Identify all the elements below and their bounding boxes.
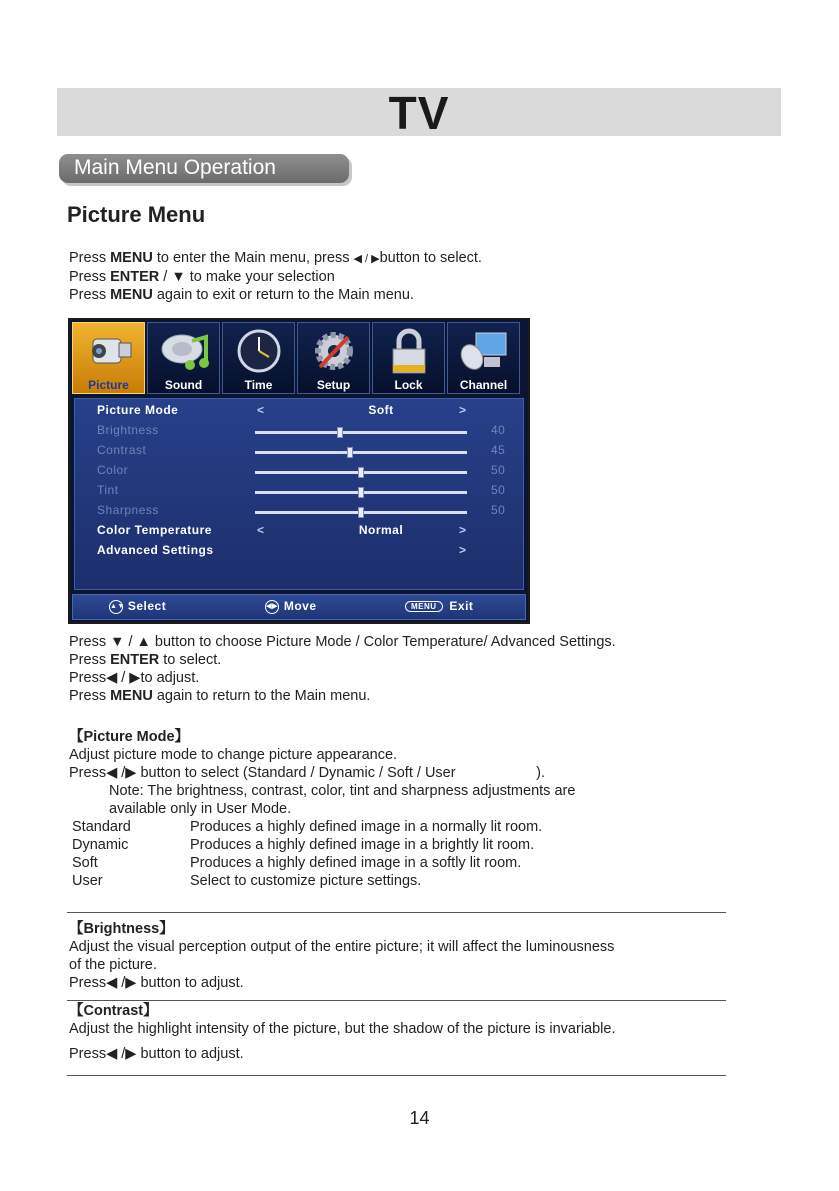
- mode-desc: Produces a highly defined image in a softly lit room.: [190, 855, 522, 871]
- mode-name: Standard: [72, 819, 131, 835]
- osd-tab-label: Lock: [394, 378, 423, 392]
- contrast-slider[interactable]: [255, 451, 467, 454]
- after-line-2: Press ENTER to select.: [69, 652, 222, 668]
- osd-tab-bar: [72, 322, 526, 396]
- chevron-right-icon[interactable]: >: [459, 403, 467, 417]
- tint-slider[interactable]: [255, 491, 467, 494]
- contrast-section: [69, 1002, 616, 1063]
- intro-line-2: Press ENTER / ▼ to make your selection: [69, 269, 335, 285]
- mode-name: Soft: [72, 855, 98, 871]
- osd-tab-label: Time: [244, 378, 273, 392]
- satellite-dish-icon: [458, 327, 510, 377]
- osd-tab-time[interactable]: [222, 322, 295, 394]
- sharpness-slider[interactable]: [255, 511, 467, 514]
- picture-mode-section: [69, 728, 575, 890]
- brightness-section: [69, 920, 614, 992]
- left-right-icon: ◀▶: [265, 600, 279, 614]
- clock-icon: [233, 327, 285, 377]
- chevron-right-icon[interactable]: >: [459, 523, 467, 537]
- brightness-title: 【Brightness】: [69, 921, 174, 937]
- chevron-right-icon[interactable]: >: [459, 543, 467, 557]
- slider-knob[interactable]: [358, 467, 364, 478]
- contrast-desc: Adjust the highlight intensity of the picture, but the shadow of the picture is invariable.: [69, 1021, 616, 1037]
- osd-tab-channel[interactable]: [447, 322, 520, 394]
- after-osd-text: [69, 633, 616, 705]
- osd-tab-label: Sound: [164, 378, 203, 392]
- brightness-press: Press◀ /▶ button to adjust.: [69, 975, 244, 991]
- mode-desc: Produces a highly defined image in a brightly lit room.: [190, 837, 535, 853]
- footer-move: ◀▶ Move: [266, 599, 317, 613]
- osd-tab-picture[interactable]: [72, 322, 145, 394]
- brightness-desc-1: Adjust the visual perception output of the entire picture; it will affect the luminousness: [69, 939, 615, 955]
- footer-select: ▲▼ Select: [110, 599, 167, 613]
- divider: [67, 1075, 726, 1076]
- section-tab-label: Main Menu Operation: [74, 156, 276, 179]
- after-line-1: Press ▼ / ▲ button to choose Picture Mode / Color Temperature/ Advanced Settings.: [69, 634, 616, 650]
- after-line-3: Press◀ / ▶to adjust.: [69, 670, 200, 686]
- up-down-icon: ▲▼: [109, 600, 123, 614]
- section-heading: Picture Menu: [67, 202, 206, 227]
- mode-desc: Select to customize picture settings.: [190, 873, 422, 889]
- osd-tab-sound[interactable]: [147, 322, 220, 394]
- footer-exit: MENU Exit: [405, 599, 473, 613]
- slider-knob[interactable]: [358, 487, 364, 498]
- padlock-icon: [383, 327, 435, 377]
- mode-name: User: [72, 873, 103, 889]
- contrast-title: 【Contrast】: [69, 1003, 158, 1019]
- osd-settings-panel: Picture Mode < Soft > Brightness 40 Contrast 45 Color 50 Tint 50 Sharpness 50 Color Temperature < Normal > Advanced Settings >: [74, 398, 524, 590]
- picture-mode-desc: Adjust picture mode to change picture appearance.: [69, 747, 398, 763]
- menu-key-icon: MENU: [405, 601, 443, 612]
- picture-mode-title: 【Picture Mode】: [69, 729, 190, 745]
- slider-knob[interactable]: [337, 427, 343, 438]
- divider: [67, 1000, 726, 1001]
- picture-mode-note-1: Note: The brightness, contrast, color, tint and sharpness adjustments are: [109, 783, 576, 799]
- chevron-left-icon[interactable]: <: [257, 523, 265, 537]
- speaker-music-icon: [158, 327, 210, 377]
- osd-tab-label: Channel: [459, 378, 508, 392]
- mode-name: Dynamic: [72, 837, 129, 853]
- osd-tab-setup[interactable]: [297, 322, 370, 394]
- intro-text: [69, 249, 482, 304]
- divider: [67, 912, 726, 913]
- gear-tools-icon: [308, 327, 360, 377]
- osd-tab-label: Setup: [316, 378, 351, 392]
- intro-line-1: Press MENU to enter the Main menu, press ◀ / ▶button to select.: [69, 250, 482, 266]
- mode-desc: Produces a highly defined image in a normally lit room.: [190, 819, 543, 835]
- osd-tab-lock[interactable]: [372, 322, 445, 394]
- camcorder-icon: [83, 327, 135, 377]
- chevron-left-icon[interactable]: <: [257, 403, 265, 417]
- osd-footer: [72, 594, 526, 620]
- page-number: 14: [409, 1108, 430, 1128]
- brightness-slider[interactable]: [255, 431, 467, 434]
- page-title: TV: [388, 87, 450, 139]
- osd-tab-label: Picture: [88, 378, 129, 392]
- slider-knob[interactable]: [358, 507, 364, 518]
- brightness-desc-2: of the picture.: [69, 957, 157, 973]
- title-banner: [57, 87, 781, 139]
- intro-line-3: Press MENU again to exit or return to the Main menu.: [69, 287, 414, 303]
- picture-mode-note-2: available only in User Mode.: [109, 801, 292, 817]
- slider-knob[interactable]: [347, 447, 353, 458]
- contrast-press: Press◀ /▶ button to adjust.: [69, 1046, 244, 1062]
- tv-osd-menu: [68, 318, 530, 624]
- after-line-4: Press MENU again to return to the Main menu.: [69, 688, 371, 704]
- picture-mode-press: Press◀ /▶ button to select (Standard / Dynamic / Soft / User ).: [69, 765, 545, 781]
- mode-list: [69, 818, 575, 890]
- color-slider[interactable]: [255, 471, 467, 474]
- section-tab: [59, 154, 349, 183]
